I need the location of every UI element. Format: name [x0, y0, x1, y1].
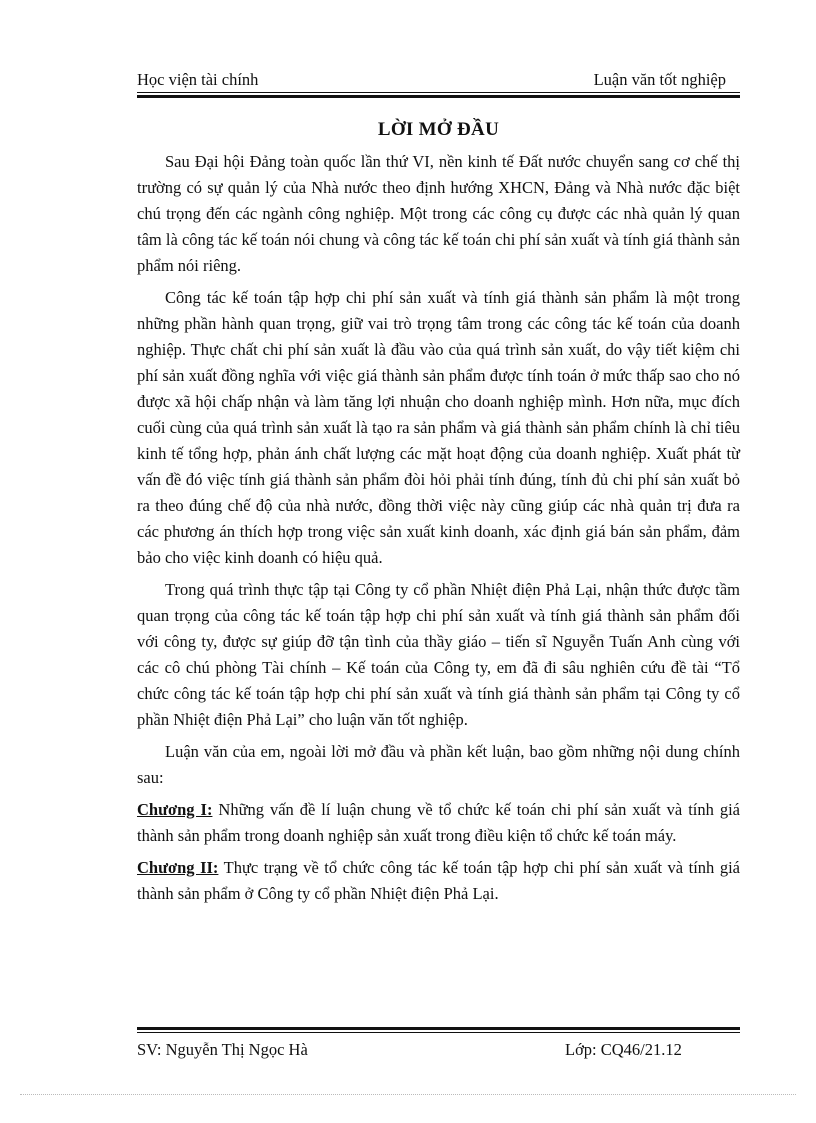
footer-rule-thick: [137, 1027, 740, 1030]
chapter-text: Thực trạng về tổ chức công tác kế toán tập hợp chi phí sản xuất và tính giá thành sản phẩm ở Công ty cổ phần Nhiệt điện Phả Lại.: [137, 858, 740, 903]
body-text: [137, 149, 740, 913]
header-document-type: Luận văn tốt nghiệp: [593, 70, 726, 89]
page-header: [137, 70, 740, 92]
chapter-item: [137, 797, 740, 849]
chapter-label: Chương II:: [137, 858, 219, 877]
header-institution: Học viện tài chính: [137, 70, 259, 89]
header-rule-thick: [137, 95, 740, 98]
paragraph: Công tác kế toán tập hợp chi phí sản xuất và tính giá thành sản phẩm là một trong những phần hành quan trọng, giữ vai trò trọng tâm trong các công tác kế toán của doanh nghiệp. Thực chất chi phí sản xuất là đầu vào của quá trình sản xuất, do vậy tiết kiệm chi phí sản xuất đồng nghĩa với việc giá thành sản phẩm được tính toán ở mức thấp sao cho nó được xã hội chấp nhận và làm tăng lợi nhuận cho doanh nghiệp mình. Hơn nữa, mục đích cuối cùng của quá trình sản xuất là tạo ra sản phẩm và giá thành sản phẩm chính là chỉ tiêu kinh tế tổng hợp, phản ánh chất lượng các mặt hoạt động của doanh nghiệp. Xuất phát từ vấn đề đó việc tính giá thành sản phẩm đòi hỏi phải tính đúng, tính đủ chi phí sản xuất bỏ ra theo đúng chế độ của nhà nước, đồng thời việc này cũng giúp các nhà quản trị đưa ra các phương án thích hợp trong việc sản xuất kinh doanh, xác định giá bán sản phẩm, đảm bảo cho việc kinh doanh có hiệu quả.: [137, 288, 740, 567]
paragraph: Luận văn của em, ngoài lời mở đầu và phần kết luận, bao gồm những nội dung chính sau:: [137, 742, 740, 787]
chapter-label: Chương I:: [137, 800, 213, 819]
chapter-item: [137, 855, 740, 907]
header-rule-thin: [137, 92, 740, 93]
footer-class: Lớp: CQ46/21.12: [565, 1040, 682, 1059]
footer-rule-thin: [137, 1032, 740, 1033]
paragraph: Trong quá trình thực tập tại Công ty cổ phần Nhiệt điện Phả Lại, nhận thức được tầm quan trọng của công tác kế toán tập hợp chi phí sản xuất và tính giá thành sản phẩm đối với công ty, được sự giúp đỡ tận tình của thầy giáo – tiến sĩ Nguyễn Tuấn Anh cùng với các cô chú phòng Tài chính – Kế toán của Công ty, em đã đi sâu nghiên cứu đề tài “Tổ chức công tác kế toán tập hợp chi phí sản xuất và tính giá thành sản phẩm tại Công ty cổ phần Nhiệt điện Phả Lại” cho luận văn tốt nghiệp.: [137, 580, 740, 729]
chapter-text: Những vấn đề lí luận chung về tổ chức kế toán chi phí sản xuất và tính giá thành sản phẩm trong doanh nghiệp sản xuất trong điều kiện tổ chức kế toán máy.: [137, 800, 740, 845]
page-title: LỜI MỞ ĐẦU: [377, 119, 500, 140]
footer-student: SV: Nguyễn Thị Ngọc Hà: [137, 1040, 308, 1059]
page-edge-divider: [20, 1094, 796, 1095]
paragraph: Sau Đại hội Đảng toàn quốc lần thứ VI, nền kinh tế Đất nước chuyển sang cơ chế thị trường có sự quản lý của Nhà nước theo định hướng XHCN, Đảng và Nhà nước đặc biệt chú trọng đến các ngành công nghiệp. Một trong các công cụ được các nhà quản lý quan tâm là công tác kế toán nói chung và công tác kế toán chi phí sản xuất và tính giá thành sản phẩm nói riêng.: [137, 152, 740, 275]
